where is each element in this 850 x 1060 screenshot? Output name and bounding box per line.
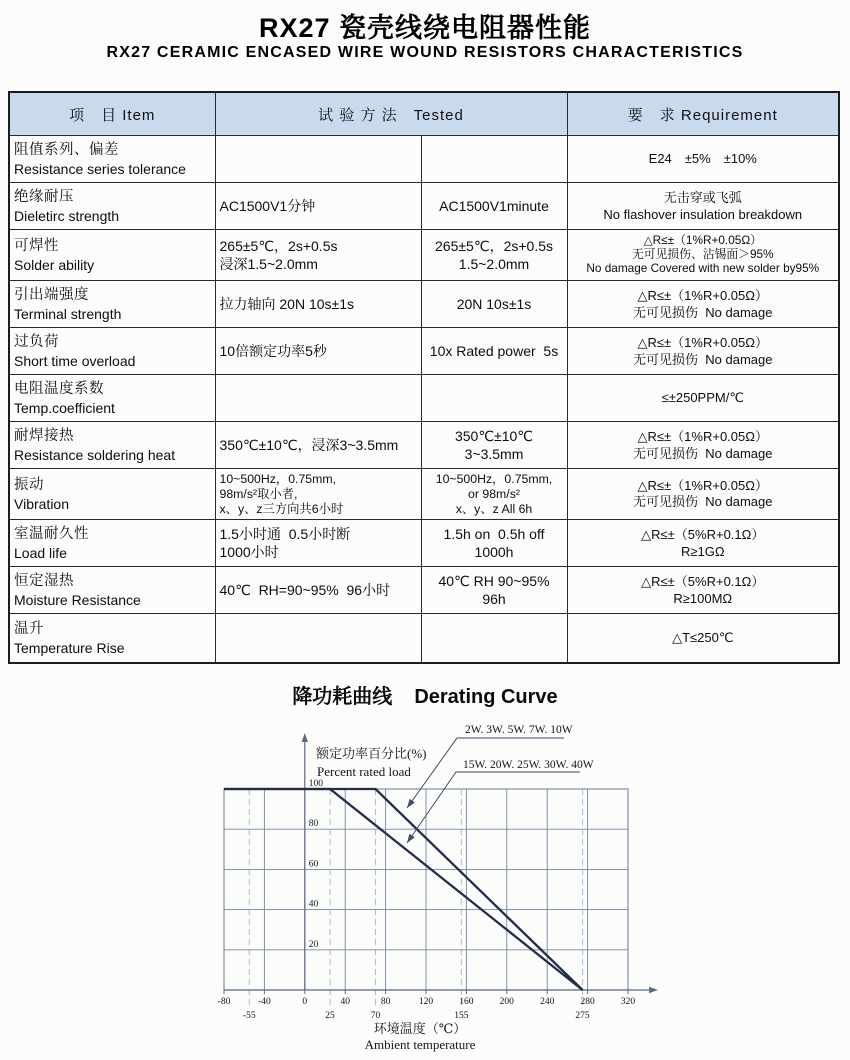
legend-arrowhead: [407, 834, 415, 843]
test-method-cn-cell: [215, 281, 421, 328]
cell-line: 无可见损伤 No damage: [633, 352, 773, 367]
test-method-en-cell: [421, 230, 567, 281]
item-label-en: Solder ability: [14, 257, 95, 274]
test-method-en-cell: [421, 281, 567, 328]
test-method-cn-cell: [215, 375, 421, 422]
x-tick-label: 280: [580, 997, 595, 1007]
table-header-row: [9, 92, 839, 136]
header-item: 项 目 Item: [9, 92, 215, 136]
x-tick-label: 120: [418, 997, 434, 1007]
item-label-cn: 过负荷: [14, 333, 59, 350]
cell-line: 无可见损伤 No damage: [633, 305, 773, 320]
x-axis-title-cn: 环境温度（℃）: [373, 1021, 467, 1036]
x-secondary-tick-label: 275: [575, 1011, 590, 1021]
y-tick-label: 20: [308, 939, 319, 950]
x-tick-label: 320: [620, 997, 636, 1007]
cell-line: △R≤±（5%R+0.1Ω）: [641, 573, 765, 589]
cell-line: 265±5℃，2s+0.5s: [435, 237, 553, 254]
cell-line: 无可见损伤 No damage: [633, 494, 773, 509]
cell-line: E24 ±5% ±10%: [648, 151, 757, 167]
legend-leader-line: [407, 772, 580, 843]
x-tick-label: -80: [217, 997, 231, 1007]
test-method-en-cell: [421, 520, 567, 567]
cell-line: 1.5小时通 0.5小时断: [219, 525, 351, 542]
cell-line: 1000h: [474, 544, 514, 560]
test-method-en-cell: [421, 422, 567, 469]
requirement-cell: [567, 183, 839, 230]
cell-line: △R≤±（1%R+0.05Ω）: [637, 478, 768, 494]
item-label-en: Load life: [14, 545, 67, 562]
cell-line: 无击穿或飞弧: [663, 189, 742, 205]
cell-line: 10~500Hz，0.75mm,: [435, 471, 553, 486]
legend-label: 2W. 3W. 5W. 7W. 10W: [465, 724, 573, 736]
item-label-en: Terminal strength: [14, 306, 122, 323]
x-tick-label: 160: [459, 997, 474, 1007]
cell-line: ≤±250PPM/℃: [661, 390, 744, 406]
item-label-en: Temperature Rise: [14, 639, 125, 656]
cell-line: 40℃ RH=90~95% 96小时: [219, 581, 391, 598]
cell-line: R≥1GΩ: [680, 544, 725, 559]
cell-line: x、y、z三方向共6小时: [219, 501, 344, 516]
test-method-en-cell: [421, 183, 567, 230]
derating-curve-chart: [180, 713, 700, 1060]
x-secondary-tick-label: 70: [370, 1011, 381, 1021]
header-requirement: 要 求 Requirement: [567, 92, 839, 136]
x-tick-label: 0: [302, 997, 308, 1007]
test-method-en-cell: [421, 136, 567, 183]
chart-title-en: Derating Curve: [414, 686, 558, 708]
item-label-en: Vibration: [14, 496, 70, 513]
item-label-en: Resistance series tolerance: [14, 161, 186, 178]
item-cell: [9, 183, 215, 230]
y-axis-arrowhead: [302, 733, 308, 742]
cell-line: 浸深1.5~2.0mm: [219, 256, 318, 272]
item-cell: [9, 328, 215, 375]
y-axis-title-en: Percent rated load: [317, 764, 411, 779]
cell-line: 265±5℃，2s+0.5s: [219, 237, 338, 254]
cell-line: 96h: [482, 591, 506, 607]
requirement-cell: [567, 328, 839, 375]
test-method-en-cell: [421, 567, 567, 614]
cell-line: 1000小时: [219, 544, 279, 560]
cell-line: 3~3.5mm: [464, 446, 524, 462]
test-method-cn-cell: [215, 136, 421, 183]
series-line: [224, 789, 583, 990]
cell-line: 1.5~2.0mm: [458, 256, 530, 272]
cell-line: No damage Covered with new solder by95%: [586, 260, 820, 275]
cell-line: 10x Rated power 5s: [429, 342, 559, 359]
table-row: [9, 281, 839, 328]
table-row: [9, 614, 839, 663]
requirement-cell: [567, 230, 839, 281]
y-tick-label: 40: [308, 899, 319, 910]
page-title: RX27 瓷壳线绕电阻器性能: [258, 13, 592, 43]
cell-line: R≥100MΩ: [673, 591, 733, 606]
item-label-en: Temp.coefficient: [14, 400, 115, 417]
test-method-cn-cell: [215, 567, 421, 614]
item-cell: [9, 422, 215, 469]
cell-line: or 98m/s²: [468, 486, 520, 501]
requirement-cell: [567, 520, 839, 567]
x-secondary-tick-label: 25: [325, 1011, 335, 1021]
characteristics-table: [8, 91, 840, 664]
legend-leader-line: [407, 738, 564, 808]
cell-line: 10倍额定功率5秒: [219, 342, 327, 359]
table-row: [9, 136, 839, 183]
test-method-cn-cell: [215, 422, 421, 469]
chart-title: [0, 680, 850, 709]
test-method-cn-cell: [215, 520, 421, 567]
x-tick-label: 240: [540, 997, 555, 1007]
item-label-cn: 电阻温度系数: [14, 380, 104, 397]
cell-line: AC1500V1分钟: [219, 197, 316, 214]
table-row: [9, 230, 839, 281]
item-label-en: Dieletirc strength: [14, 208, 120, 225]
table-row: [9, 375, 839, 422]
table-row: [9, 567, 839, 614]
item-label-en: Short time overload: [14, 353, 136, 370]
item-cell: [9, 136, 215, 183]
x-tick-label: 200: [499, 997, 514, 1007]
item-cell: [9, 281, 215, 328]
cell-line: AC1500V1minute: [439, 197, 549, 214]
item-cell: [9, 567, 215, 614]
item-label-cn: 阻值系列、偏差: [14, 141, 119, 158]
requirement-cell: [567, 281, 839, 328]
cell-line: 350℃±10℃，浸深3~3.5mm: [219, 436, 399, 453]
cell-line: 20N 10s±1s: [456, 295, 532, 312]
cell-line: △R≤±（1%R+0.05Ω）: [643, 233, 762, 248]
legend-arrowhead: [407, 799, 415, 808]
item-cell: [9, 520, 215, 567]
item-cell: [9, 614, 215, 663]
requirement-cell: [567, 614, 839, 663]
cell-line: 10~500Hz，0.75mm,: [219, 471, 337, 486]
x-axis-title-en: Ambient temperature: [364, 1037, 476, 1052]
item-label-cn: 室温耐久性: [14, 525, 89, 542]
item-label-cn: 耐焊接热: [14, 427, 74, 444]
cell-line: △R≤±（1%R+0.05Ω）: [637, 334, 768, 350]
test-method-cn-cell: [215, 614, 421, 663]
table-row: [9, 328, 839, 375]
y-tick-label: 100: [308, 779, 324, 789]
page-subtitle: RX27 CERAMIC ENCASED WIRE WOUND RESISTORS CHARACTERISTICS: [106, 44, 744, 61]
y-tick-label: 60: [308, 859, 319, 870]
item-label-cn: 引出端强度: [14, 286, 89, 303]
item-label-en: Resistance soldering heat: [14, 447, 176, 464]
cell-line: 40℃ RH 90~95%: [438, 572, 550, 589]
legend-label: 15W. 20W. 25W. 30W. 40W: [463, 759, 594, 771]
cell-line: No flashover insulation breakdown: [603, 207, 803, 222]
x-tick-label: 80: [380, 997, 391, 1007]
requirement-cell: [567, 136, 839, 183]
x-tick-label: 40: [340, 997, 350, 1007]
requirement-cell: [567, 422, 839, 469]
table-row: [9, 469, 839, 520]
x-tick-label: -40: [258, 997, 271, 1007]
cell-line: 拉力轴向 20N 10s±1s: [219, 295, 355, 312]
cell-line: 无可见损伤 No damage: [633, 446, 773, 461]
cell-line: 350℃±10℃: [454, 427, 534, 444]
cell-line: △T≤250℃: [672, 630, 734, 646]
test-method-en-cell: [421, 614, 567, 663]
item-label-cn: 恒定湿热: [14, 572, 74, 589]
item-label-en: Moisture Resistance: [14, 592, 141, 609]
cell-line: 98m/s²取小者,: [219, 486, 298, 501]
y-axis-title-cn: 额定功率百分比(%): [316, 746, 427, 761]
x-secondary-tick-label: -55: [242, 1011, 256, 1021]
test-method-cn-cell: [215, 183, 421, 230]
item-label-cn: 绝缘耐压: [14, 188, 74, 205]
table-row: [9, 520, 839, 567]
x-secondary-tick-label: 155: [454, 1011, 469, 1021]
item-cell: [9, 469, 215, 520]
item-cell: [9, 230, 215, 281]
test-method-cn-cell: [215, 230, 421, 281]
cell-line: △R≤±（1%R+0.05Ω）: [637, 287, 768, 303]
x-axis-arrowhead: [649, 987, 658, 993]
table-row: [9, 183, 839, 230]
item-label-cn: 振动: [14, 476, 44, 493]
table-body: [9, 136, 839, 663]
table-row: [9, 422, 839, 469]
requirement-cell: [567, 375, 839, 422]
test-method-cn-cell: [215, 328, 421, 375]
test-method-en-cell: [421, 375, 567, 422]
test-method-en-cell: [421, 328, 567, 375]
requirement-cell: [567, 469, 839, 520]
cell-line: △R≤±（5%R+0.1Ω）: [641, 526, 765, 542]
item-label-cn: 可焊性: [14, 237, 59, 254]
cell-line: △R≤±（1%R+0.05Ω）: [637, 428, 768, 444]
cell-line: 无可见损伤、沾锡面＞95%: [631, 247, 774, 262]
cell-line: x、y、z All 6h: [455, 501, 533, 516]
chart-title-cn: 降功耗曲线: [292, 686, 393, 708]
test-method-en-cell: [421, 469, 567, 520]
cell-line: 1.5h on 0.5h off: [443, 525, 545, 542]
series-line: [224, 789, 583, 990]
item-label-cn: 温升: [14, 620, 44, 637]
y-tick-label: 80: [308, 819, 319, 830]
test-method-cn-cell: [215, 469, 421, 520]
header-tested: 试 验 方 法 Tested: [215, 92, 567, 136]
item-cell: [9, 375, 215, 422]
requirement-cell: [567, 567, 839, 614]
